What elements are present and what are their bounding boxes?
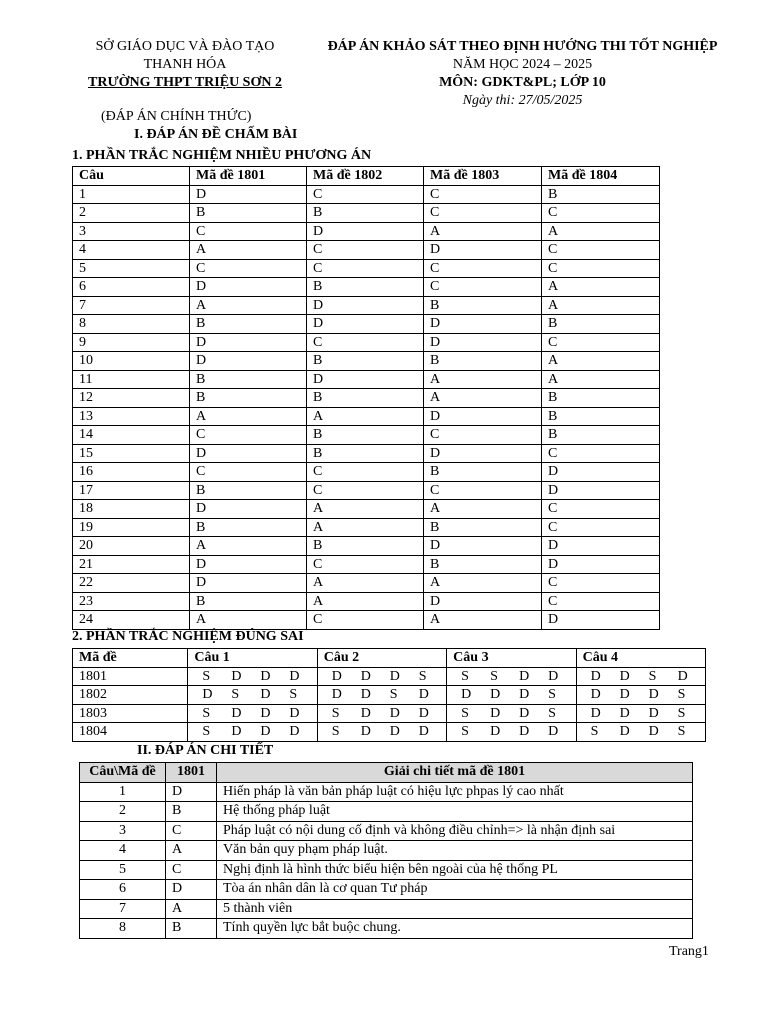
mc-cell: B — [307, 278, 424, 297]
detail-answer-letter: C — [166, 821, 217, 841]
tf-answer-letter: S — [202, 668, 211, 684]
mc-cell: C — [424, 426, 542, 445]
subject-line: MÔN: GDKT&PL; LỚP 10 — [439, 75, 606, 90]
mc-cell: B — [307, 352, 424, 371]
mc-cell: D — [190, 352, 307, 371]
mc-cell: 14 — [73, 426, 190, 445]
tf-answer-letter: S — [289, 687, 298, 702]
tf-answer-letter: S — [389, 687, 398, 702]
mc-cell: 4 — [73, 241, 190, 260]
tf-answer-cell — [317, 667, 446, 686]
mc-cell: D — [190, 500, 307, 519]
table-row — [73, 389, 660, 408]
tf-answer-letter: D — [548, 668, 559, 684]
mc-cell: B — [190, 315, 307, 334]
tf-answer-letter: S — [677, 687, 686, 702]
tf-answer-letter: S — [331, 724, 340, 739]
tf-answer-cell — [447, 704, 576, 723]
tf-answer-letter: S — [461, 668, 469, 684]
mc-cell: D — [542, 555, 660, 574]
mc-cell: D — [190, 185, 307, 204]
tf-answer-letter: D — [389, 724, 400, 739]
mc-cell: B — [307, 537, 424, 556]
tf-answer-letter: S — [548, 705, 556, 721]
tf-answer-letter: D — [519, 724, 530, 739]
tf-answer-cell — [188, 704, 317, 723]
table-row — [73, 463, 660, 482]
detail-answer-letter: A — [166, 899, 217, 919]
doc-title: ĐÁP ÁN KHẢO SÁT THEO ĐỊNH HƯỚNG THI TỐT NGHIỆP — [327, 39, 718, 54]
table-row — [73, 333, 660, 352]
table-row — [73, 444, 660, 463]
mc-cell: C — [190, 426, 307, 445]
tf-answer-cell — [317, 704, 446, 723]
mc-cell: B — [307, 426, 424, 445]
part-1-title: 1. PHẦN TRẮC NGHIỆM NHIỀU PHƯƠNG ÁN — [72, 148, 372, 163]
tf-answer-letter: D — [389, 705, 400, 721]
tf-answer-letter: D — [519, 705, 530, 721]
tf-answer-cell — [576, 667, 705, 686]
table-row — [73, 259, 660, 278]
tf-answer-letter: D — [619, 705, 630, 721]
mc-cell: C — [542, 500, 660, 519]
tf-answer-letter: D — [231, 705, 242, 721]
tf-answer-letter: D — [590, 705, 601, 721]
mc-cell: 19 — [73, 518, 190, 537]
detail-explanation: Hiến pháp là văn bản pháp luật có hiệu lực phpas lý cao nhất — [217, 782, 693, 802]
mc-cell: B — [542, 407, 660, 426]
mc-cell: D — [190, 278, 307, 297]
mc-cell: C — [542, 444, 660, 463]
mc-cell: B — [190, 204, 307, 223]
table-row — [73, 241, 660, 260]
tf-answer-letter: D — [231, 724, 242, 739]
mc-cell: B — [190, 370, 307, 389]
tf-answer-letter: D — [490, 724, 501, 739]
mc-cell: D — [307, 370, 424, 389]
tf-answer-letter: D — [360, 724, 371, 739]
mc-cell: A — [542, 296, 660, 315]
tf-answer-letter: D — [619, 687, 630, 702]
tf-answer-letter: D — [590, 668, 601, 684]
tf-answer-letter: S — [548, 687, 556, 702]
mc-cell: C — [307, 333, 424, 352]
mc-cell: C — [542, 574, 660, 593]
tf-answer-letter: D — [490, 705, 501, 721]
mc-cell: A — [307, 500, 424, 519]
mc-cell: 3 — [73, 222, 190, 241]
detail-header-row — [80, 763, 693, 783]
detail-answer-letter: D — [166, 782, 217, 802]
tf-answer-letter: D — [519, 687, 530, 702]
mc-cell: B — [424, 555, 542, 574]
mc-cell: C — [307, 241, 424, 260]
mc-cell: C — [542, 259, 660, 278]
exam-date: Ngày thi: 27/05/2025 — [462, 93, 583, 108]
tf-answer-letter: S — [202, 724, 211, 739]
detailed-answer-table — [79, 762, 693, 939]
detail-answer-letter: A — [166, 841, 217, 861]
mc-cell: A — [424, 370, 542, 389]
detail-answer-letter: C — [166, 860, 217, 880]
tf-answer-letter: S — [490, 668, 498, 684]
table-row — [73, 426, 660, 445]
table-row — [80, 899, 693, 919]
tf-answer-letter: S — [331, 705, 340, 721]
mc-cell: A — [424, 222, 542, 241]
tf-answer-letter: D — [590, 687, 601, 702]
tf-answer-cell — [576, 704, 705, 723]
table-row — [73, 667, 706, 686]
mc-cell: C — [542, 333, 660, 352]
tf-answer-letter: S — [677, 724, 686, 739]
mc-cell: B — [190, 592, 307, 611]
tf-answer-letter: D — [490, 687, 501, 702]
mc-cell: B — [190, 481, 307, 500]
detail-question-number: 3 — [80, 821, 166, 841]
table-row — [73, 574, 660, 593]
detail-header-cell: Giải chi tiết mã đề 1801 — [217, 763, 693, 783]
mc-cell: 7 — [73, 296, 190, 315]
mc-cell: A — [424, 611, 542, 630]
mc-cell: 18 — [73, 500, 190, 519]
mc-cell: 20 — [73, 537, 190, 556]
tf-answer-letter: D — [648, 687, 659, 702]
tf-header-row — [73, 649, 706, 668]
mc-header-row — [73, 167, 660, 186]
tf-header-cell: Mã đề — [73, 649, 188, 668]
detail-explanation: 5 thành viên — [217, 899, 693, 919]
tf-answer-cell — [447, 667, 576, 686]
mc-cell: 2 — [73, 204, 190, 223]
mc-cell: A — [307, 518, 424, 537]
mc-cell: B — [424, 296, 542, 315]
mc-cell: C — [307, 463, 424, 482]
tf-answer-letter: D — [260, 724, 271, 739]
tf-answer-letter: D — [648, 724, 659, 739]
mc-cell: A — [424, 500, 542, 519]
table-row — [80, 841, 693, 861]
mc-cell: A — [542, 222, 660, 241]
tf-exam-code: 1803 — [73, 704, 188, 723]
detail-explanation: Văn bản quy phạm pháp luật. — [217, 841, 693, 861]
mc-cell: A — [307, 592, 424, 611]
tf-answer-letter: D — [331, 687, 342, 702]
mc-header-cell: Câu — [73, 167, 190, 186]
tf-answer-letter: D — [418, 724, 429, 739]
tf-answer-letter: D — [519, 668, 530, 684]
detail-header-cell: Câu\Mã đề — [80, 763, 166, 783]
table-row — [73, 611, 660, 630]
mc-cell: B — [307, 204, 424, 223]
mc-cell: 21 — [73, 555, 190, 574]
mc-cell: B — [542, 315, 660, 334]
mc-cell: D — [190, 444, 307, 463]
tf-answer-letter: D — [289, 705, 300, 721]
mc-cell: 6 — [73, 278, 190, 297]
detail-question-number: 5 — [80, 860, 166, 880]
mc-cell: C — [542, 592, 660, 611]
tf-answer-letter: S — [590, 724, 599, 739]
mc-cell: A — [424, 389, 542, 408]
mc-cell: 1 — [73, 185, 190, 204]
tf-answer-letter: D — [289, 724, 300, 739]
mc-cell: B — [424, 518, 542, 537]
mc-cell: D — [424, 315, 542, 334]
detail-question-number: 4 — [80, 841, 166, 861]
table-row — [73, 704, 706, 723]
tf-answer-letter: D — [360, 687, 371, 702]
table-row — [73, 518, 660, 537]
table-row — [73, 500, 660, 519]
tf-answer-letter: D — [418, 687, 429, 702]
table-row — [73, 537, 660, 556]
mc-cell: B — [307, 444, 424, 463]
mc-cell: C — [424, 204, 542, 223]
mc-cell: 22 — [73, 574, 190, 593]
mc-cell: B — [190, 518, 307, 537]
mc-cell: 5 — [73, 259, 190, 278]
mc-cell: 24 — [73, 611, 190, 630]
tf-answer-cell — [447, 686, 576, 705]
tf-answer-cell — [317, 723, 446, 742]
table-row — [73, 592, 660, 611]
mc-cell: 13 — [73, 407, 190, 426]
multiple-choice-answer-table — [72, 166, 660, 630]
tf-answer-letter: D — [548, 724, 559, 739]
mc-cell: A — [542, 352, 660, 371]
mc-cell: C — [424, 481, 542, 500]
mc-cell: C — [307, 185, 424, 204]
table-row — [73, 481, 660, 500]
mc-cell: C — [424, 278, 542, 297]
tf-answer-cell — [188, 723, 317, 742]
tf-answer-cell — [576, 723, 705, 742]
mc-cell: B — [307, 389, 424, 408]
table-row — [73, 407, 660, 426]
mc-cell: 9 — [73, 333, 190, 352]
detail-answer-letter: D — [166, 880, 217, 900]
mc-cell: D — [307, 296, 424, 315]
table-row — [80, 821, 693, 841]
tf-exam-code: 1801 — [73, 667, 188, 686]
table-row — [73, 185, 660, 204]
mc-cell: A — [190, 537, 307, 556]
part-2-title: 2. PHẦN TRẮC NGHIỆM ĐÚNG SAI — [72, 629, 304, 644]
mc-cell: D — [190, 333, 307, 352]
detail-header-cell: 1801 — [166, 763, 217, 783]
mc-cell: B — [542, 426, 660, 445]
mc-cell: D — [307, 315, 424, 334]
tf-answer-letter: D — [331, 668, 342, 684]
mc-cell: C — [190, 259, 307, 278]
detail-explanation: Hệ thống pháp luật — [217, 802, 693, 822]
tf-answer-cell — [188, 667, 317, 686]
tf-answer-letter: S — [202, 705, 211, 721]
tf-answer-letter: S — [461, 705, 469, 721]
tf-header-cell: Câu 1 — [188, 649, 317, 668]
mc-cell: D — [424, 241, 542, 260]
mc-cell: C — [307, 259, 424, 278]
tf-answer-letter: D — [461, 687, 472, 702]
table-row — [73, 315, 660, 334]
tf-answer-letter: D — [360, 705, 371, 721]
school-year: NĂM HỌC 2024 – 2025 — [452, 57, 593, 72]
mc-cell: C — [190, 222, 307, 241]
table-row — [73, 278, 660, 297]
mc-cell: C — [307, 555, 424, 574]
mc-cell: 16 — [73, 463, 190, 482]
tf-answer-letter: D — [677, 668, 688, 684]
tf-answer-letter: S — [231, 687, 240, 702]
mc-cell: C — [190, 463, 307, 482]
tf-answer-letter: D — [231, 668, 242, 684]
table-row — [73, 723, 706, 742]
tf-answer-letter: S — [418, 668, 427, 684]
mc-cell: A — [542, 370, 660, 389]
tf-answer-cell — [317, 686, 446, 705]
mc-header-cell: Mã đề 1802 — [307, 167, 424, 186]
tf-answer-cell — [188, 686, 317, 705]
detail-answer-letter: B — [166, 919, 217, 939]
tf-answer-letter: D — [260, 668, 271, 684]
mc-cell: B — [542, 185, 660, 204]
tf-answer-letter: D — [619, 724, 630, 739]
tf-answer-letter: D — [418, 705, 429, 721]
table-row — [73, 352, 660, 371]
tf-exam-code: 1804 — [73, 723, 188, 742]
tf-answer-letter: D — [619, 668, 630, 684]
detail-explanation: Pháp luật có nội dung cố định và không điều chỉnh=> là nhận định sai — [217, 821, 693, 841]
mc-header-cell: Mã đề 1801 — [190, 167, 307, 186]
dept-name: SỞ GIÁO DỤC VÀ ĐÀO TẠO — [95, 39, 275, 54]
mc-cell: C — [424, 259, 542, 278]
tf-header-cell: Câu 4 — [576, 649, 705, 668]
province-name: THANH HÓA — [143, 57, 227, 72]
table-row — [80, 860, 693, 880]
mc-cell: C — [307, 481, 424, 500]
tf-answer-letter: D — [260, 705, 271, 721]
mc-cell: A — [190, 611, 307, 630]
tf-answer-letter: S — [461, 724, 469, 739]
mc-cell: C — [307, 611, 424, 630]
section-1-title: I. ĐÁP ÁN ĐỀ CHẤM BÀI — [134, 127, 298, 142]
mc-cell: A — [542, 278, 660, 297]
table-row — [80, 802, 693, 822]
mc-cell: B — [190, 389, 307, 408]
section-2-title: II. ĐÁP ÁN CHI TIẾT — [137, 743, 274, 758]
detail-explanation: Tính quyền lực bắt buộc chung. — [217, 919, 693, 939]
mc-cell: A — [424, 574, 542, 593]
mc-cell: D — [424, 592, 542, 611]
mc-cell: 23 — [73, 592, 190, 611]
table-row — [80, 782, 693, 802]
page-number: Trang1 — [669, 944, 709, 959]
mc-cell: A — [190, 296, 307, 315]
mc-cell: D — [190, 574, 307, 593]
mc-cell: B — [424, 352, 542, 371]
detail-question-number: 7 — [80, 899, 166, 919]
mc-cell: D — [424, 407, 542, 426]
mc-cell: 12 — [73, 389, 190, 408]
mc-cell: A — [190, 407, 307, 426]
tf-answer-letter: D — [360, 668, 371, 684]
mc-cell: C — [542, 518, 660, 537]
table-row — [73, 296, 660, 315]
mc-cell: 15 — [73, 444, 190, 463]
tf-exam-code: 1802 — [73, 686, 188, 705]
tf-answer-letter: S — [677, 705, 686, 721]
mc-cell: C — [424, 185, 542, 204]
tf-answer-letter: D — [389, 668, 400, 684]
detail-question-number: 8 — [80, 919, 166, 939]
mc-cell: B — [542, 389, 660, 408]
detail-explanation: Nghị định là hình thức biểu hiện bên ngoài của hệ thống PL — [217, 860, 693, 880]
mc-cell: 8 — [73, 315, 190, 334]
mc-cell: A — [190, 241, 307, 260]
mc-cell: D — [424, 537, 542, 556]
mc-cell: D — [542, 537, 660, 556]
tf-header-cell: Câu 2 — [317, 649, 446, 668]
table-row — [73, 686, 706, 705]
mc-cell: 10 — [73, 352, 190, 371]
detail-explanation: Tòa án nhân dân là cơ quan Tư pháp — [217, 880, 693, 900]
tf-answer-letter: D — [648, 705, 659, 721]
tf-answer-letter: D — [289, 668, 300, 684]
mc-cell: A — [307, 407, 424, 426]
table-row — [73, 555, 660, 574]
tf-answer-letter: D — [202, 687, 213, 702]
mc-cell: D — [542, 463, 660, 482]
school-name: TRƯỜNG THPT TRIỆU SƠN 2 — [88, 75, 282, 90]
table-row — [73, 222, 660, 241]
mc-header-cell: Mã đề 1803 — [424, 167, 542, 186]
mc-cell: D — [190, 555, 307, 574]
mc-cell: D — [542, 611, 660, 630]
tf-answer-letter: D — [260, 687, 271, 702]
mc-cell: C — [542, 204, 660, 223]
true-false-answer-table — [72, 648, 706, 742]
tf-header-cell: Câu 3 — [447, 649, 576, 668]
mc-cell: D — [424, 444, 542, 463]
mc-cell: C — [542, 241, 660, 260]
mc-header-cell: Mã đề 1804 — [542, 167, 660, 186]
mc-cell: 17 — [73, 481, 190, 500]
detail-question-number: 1 — [80, 782, 166, 802]
detail-question-number: 6 — [80, 880, 166, 900]
tf-answer-cell — [576, 686, 705, 705]
tf-answer-letter: S — [648, 668, 657, 684]
mc-cell: D — [424, 333, 542, 352]
detail-question-number: 2 — [80, 802, 166, 822]
tf-answer-cell — [447, 723, 576, 742]
official-note: (ĐÁP ÁN CHÍNH THỨC) — [101, 109, 252, 124]
table-row — [80, 880, 693, 900]
table-row — [73, 370, 660, 389]
table-row — [73, 204, 660, 223]
mc-cell: D — [307, 222, 424, 241]
mc-cell: D — [542, 481, 660, 500]
detail-answer-letter: B — [166, 802, 217, 822]
mc-cell: A — [307, 574, 424, 593]
mc-cell: 11 — [73, 370, 190, 389]
table-row — [80, 919, 693, 939]
mc-cell: B — [424, 463, 542, 482]
